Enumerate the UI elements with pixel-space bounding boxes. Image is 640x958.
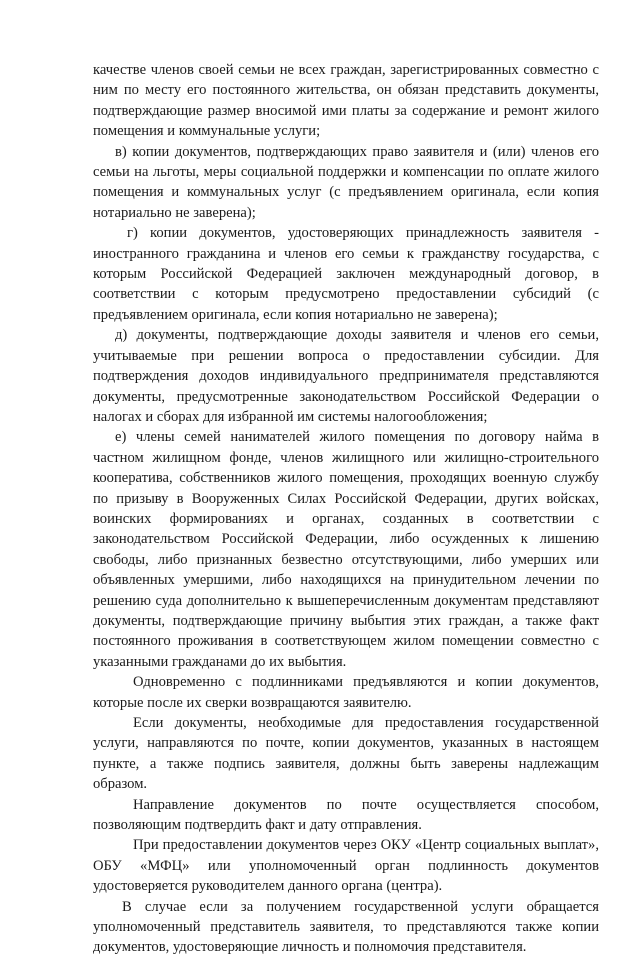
document-page xyxy=(93,60,599,958)
paragraph-mail: Если документы, необходимые для предоставления государственной услуги, направляются по почте, копии документов, указанных в настоящем пункте, а также подпись заявителя, должны быть заверены надлежащим образом. xyxy=(93,715,599,793)
paragraph-authenticity: При предоставлении документов через ОКУ «Центр социальных выплат», ОБУ «МФЦ» или уполномоченный орган подлинность документов удостоверяется руководителем данного органа (центра). xyxy=(93,837,599,895)
paragraph-continuation: качестве членов своей семьи не всех граждан, зарегистрированных совместно с ним по месту его постоянного жительства, он обязан представить документы, подтверждающие размер вносимой ими платы за содержание и ремонт жилого помещения и коммунальные услуги; xyxy=(93,62,599,140)
paragraph-item-g: г) копии документов, удостоверяющих принадлежность заявителя - иностранного гражданина и членов его семьи к гражданству государства, с которым Российской Федерацией заключен международный договор, в соответствии с которым предусмотрено предоставлении субсидий (с предъявлением оригинала, если копия нотариально не заверена); xyxy=(93,225,599,323)
paragraph-item-d: д) документы, подтверждающие доходы заявителя и членов его семьи, учитываемые при решении вопроса о предоставлении субсидии. Для подтверждения доходов индивидуального предпринимателя представляются документы, предусмотренные законодательством Российской Федерации о налогах и сборах для избранной им системы налогообложения; xyxy=(93,327,599,425)
paragraph-item-e: е) члены семей нанимателей жилого помещения по договору найма в частном жилищном фонде, членов жилищного или жилищно-строительного кооператива, собственников жилого помещения, проходящих военную службу по призыву в Вооруженных Силах Российской Федерации, других войсках, воинских формированиях и органах, созданных в соответствии с законодательством Российской Федерации, либо осужденных к лишению свободы, либо признанных безвестно отсутствующими, либо умерших или объявленных умершими, либо находящихся на принудительном лечении по решению суда дополнительно к вышеперечисленным документам представляют документы, подтверждающие причину выбытия этих граждан, а также факт постоянного проживания в соответствующем жилом помещении совместно с указанными гражданами до их выбытия. xyxy=(93,429,599,670)
paragraph-representative: В случае если за получением государственной услуги обращается уполномоченный представитель заявителя, то представляются также копии документов, удостоверяющие личность и полномочия представителя. xyxy=(93,898,599,956)
paragraph-originals: Одновременно с подлинниками предъявляются и копии документов, которые после их сверки возвращаются заявителю. xyxy=(93,674,599,711)
paragraph-item-v: в) копии документов, подтверждающих право заявителя и (или) членов его семьи на льготы, меры социальной поддержки и компенсации по оплате жилого помещения и коммунальных услуг (с предъявлением оригинала, если копия нотариально не заверена); xyxy=(93,143,599,221)
paragraph-mail-method: Направление документов по почте осуществляется способом, позволяющим подтвердить факт и дату отправления. xyxy=(93,796,599,834)
